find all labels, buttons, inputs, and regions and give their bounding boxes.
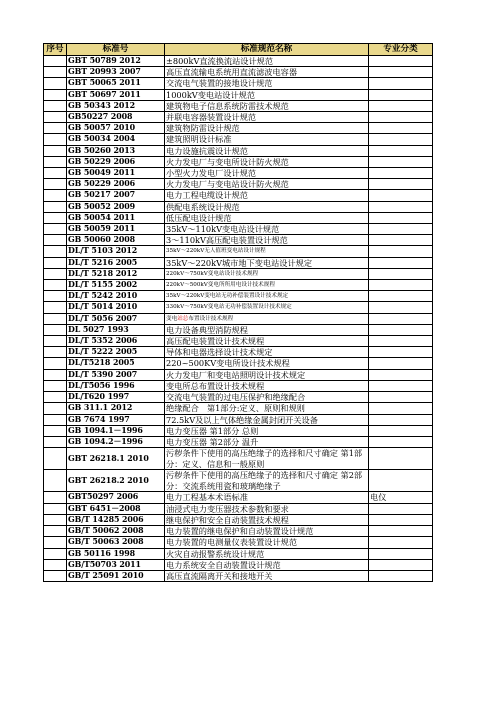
row-seq — [44, 414, 67, 425]
row-standard-name: 导体和电器选择设计技术规定 — [165, 347, 369, 358]
row-seq — [44, 526, 67, 537]
row-standard-code: GB 311.1 2012 — [67, 403, 165, 414]
row-category — [369, 190, 433, 201]
row-seq — [44, 436, 67, 447]
row-standard-name: 电力变压器 第2部分 温升 — [165, 436, 369, 447]
row-standard-code: DL/T 5222 2005 — [67, 347, 165, 358]
table-row — [44, 570, 433, 581]
row-standard-code: DL/T620 1997 — [67, 392, 165, 403]
row-seq — [44, 347, 67, 358]
table-row — [44, 336, 433, 347]
table-row — [44, 190, 433, 201]
row-standard-name: 火力发电厂与变电站设计防火规范 — [165, 179, 369, 190]
row-category — [369, 425, 433, 436]
row-seq — [44, 324, 67, 335]
row-standard-code: GBT50297 2006 — [67, 492, 165, 503]
row-standard-name: 35kV～110kV变电站设计规范 — [165, 224, 369, 235]
row-standard-name: 绝缘配合 第1部分:定义、原则和规则 — [165, 403, 369, 414]
row-standard-code: DL/T 5216 2005 — [67, 257, 165, 268]
row-standard-code: GB 50034 2004 — [67, 134, 165, 145]
row-standard-code: GB 50060 2008 — [67, 235, 165, 246]
row-standard-name: 35kV～220kV无人值班变电站设计规程 — [165, 246, 369, 257]
row-seq — [44, 369, 67, 380]
table-row — [44, 156, 433, 167]
row-standard-name: 电力装置的继电保护和自动装置设计规范 — [165, 526, 369, 537]
row-standard-code: GB 50260 2013 — [67, 145, 165, 156]
table-row — [44, 56, 433, 67]
table-row — [44, 179, 433, 190]
row-category — [369, 156, 433, 167]
row-category — [369, 89, 433, 100]
row-category — [369, 179, 433, 190]
table-row — [44, 134, 433, 145]
row-category — [369, 268, 433, 279]
table-row — [44, 123, 433, 134]
row-category — [369, 201, 433, 212]
row-standard-name: 变电所总布置设计技术规程 — [165, 380, 369, 391]
row-standard-code: GB 1094.1－1996 — [67, 425, 165, 436]
row-standard-name: 35kV～220kV变电站无功补偿装置设计技术规定 — [165, 291, 369, 302]
row-category — [369, 336, 433, 347]
row-category — [369, 291, 433, 302]
table-row — [44, 436, 433, 447]
row-standard-name: 3～110kV高压配电装置设计规范 — [165, 235, 369, 246]
table-row — [44, 268, 433, 279]
row-standard-name: 330kV～750kV变电站无功补偿装置设计技术规定 — [165, 302, 369, 313]
row-seq — [44, 380, 67, 391]
row-standard-name: 油浸式电力变压器技术参数和要求 — [165, 503, 369, 514]
row-category — [369, 526, 433, 537]
row-seq — [44, 145, 67, 156]
row-standard-code: DL 5027 1993 — [67, 324, 165, 335]
row-standard-code: DL/T 5352 2006 — [67, 336, 165, 347]
row-category — [369, 470, 433, 492]
row-category — [369, 212, 433, 223]
row-standard-code: GB 50057 2010 — [67, 123, 165, 134]
row-standard-name: 高压直流输电系统用直流滤波电容器 — [165, 67, 369, 78]
row-standard-name: 电力变压器 第1部分 总则 — [165, 425, 369, 436]
row-seq — [44, 537, 67, 548]
row-standard-code: GB/T 14285 2006 — [67, 514, 165, 525]
row-standard-code: GB/T50703 2011 — [67, 559, 165, 570]
row-standard-code: GB 50052 2009 — [67, 201, 165, 212]
row-standard-code: GB 1094.2－1996 — [67, 436, 165, 447]
row-standard-code: GB/T 50063 2008 — [67, 537, 165, 548]
row-seq — [44, 559, 67, 570]
table-row — [44, 492, 433, 503]
row-standard-name: 继电保护和安全自动装置技术规程 — [165, 514, 369, 525]
row-standard-code: GBT 50789 2012 — [67, 56, 165, 67]
row-standard-name: 建筑物防雷设计规范 — [165, 123, 369, 134]
row-standard-code: GB50227 2008 — [67, 112, 165, 123]
table-row — [44, 100, 433, 111]
row-standard-name: 电力系统安全自动装置设计规范 — [165, 559, 369, 570]
row-standard-code: GBT 50065 2011 — [67, 78, 165, 89]
row-standard-code: GB 50054 2011 — [67, 212, 165, 223]
row-standard-code: GBT 26218.1 2010 — [67, 448, 165, 470]
table-row — [44, 380, 433, 391]
row-standard-name: 交流电气装置的接地设计规范 — [165, 78, 369, 89]
row-seq — [44, 123, 67, 134]
row-standard-name: 电力工程电缆设计规范 — [165, 190, 369, 201]
row-category — [369, 414, 433, 425]
row-standard-code: GB 50217 2007 — [67, 190, 165, 201]
table-row — [44, 324, 433, 335]
row-standard-code: GB 50059 2011 — [67, 224, 165, 235]
row-standard-code: GBT 6451－2008 — [67, 503, 165, 514]
table-row — [44, 414, 433, 425]
header-seq: 序号 — [44, 44, 67, 56]
table-row — [44, 212, 433, 223]
row-category — [369, 168, 433, 179]
row-standard-name: 高压配电装置设计技术规程 — [165, 336, 369, 347]
row-seq — [44, 403, 67, 414]
row-standard-name: 建筑物电子信息系统防雷技术规范 — [165, 100, 369, 111]
table-row — [44, 425, 433, 436]
row-seq — [44, 358, 67, 369]
row-standard-code: DL/T 5014 2010 — [67, 302, 165, 313]
row-seq — [44, 268, 67, 279]
row-standard-code: GB 50116 1998 — [67, 548, 165, 559]
row-seq — [44, 302, 67, 313]
row-category — [369, 123, 433, 134]
row-category — [369, 403, 433, 414]
row-standard-code: DL/T5056 1996 — [67, 380, 165, 391]
table-header-row — [44, 44, 433, 56]
row-seq — [44, 470, 67, 492]
row-category — [369, 302, 433, 313]
row-category — [369, 570, 433, 581]
table-row — [44, 89, 433, 100]
row-seq — [44, 78, 67, 89]
row-standard-name: 变电站总布置设计技术规程 — [165, 313, 369, 324]
table-row — [44, 514, 433, 525]
row-standard-code: GB 50049 2011 — [67, 168, 165, 179]
table-row — [44, 347, 433, 358]
table-row — [44, 559, 433, 570]
row-standard-name: 供配电系统设计规范 — [165, 201, 369, 212]
row-standard-name: 交流电气装置的过电压保护和绝缘配合 — [165, 392, 369, 403]
header-category: 专业分类 — [369, 44, 433, 56]
row-standard-code: GBT 26218.2 2010 — [67, 470, 165, 492]
table-row — [44, 358, 433, 369]
row-standard-name: 建筑照明设计标准 — [165, 134, 369, 145]
row-standard-name: 1000kV变电站设计规范 — [165, 89, 369, 100]
row-standard-name: 电力工程基本术语标准 — [165, 492, 369, 503]
row-standard-name: 220kV～750kV变电站设计技术规程 — [165, 268, 369, 279]
row-seq — [44, 179, 67, 190]
row-category — [369, 134, 433, 145]
row-standard-code: DL/T 5218 2012 — [67, 268, 165, 279]
row-seq — [44, 280, 67, 291]
row-standard-name: 35kV～220kV城市地下变电站设计规定 — [165, 257, 369, 268]
row-seq — [44, 201, 67, 212]
row-standard-name: ±800kV直流换流站设计规范 — [165, 56, 369, 67]
row-category — [369, 369, 433, 380]
row-seq — [44, 514, 67, 525]
row-seq — [44, 313, 67, 324]
row-standard-code: GBT 50697 2011 — [67, 89, 165, 100]
row-seq — [44, 56, 67, 67]
row-standard-code: DL/T5218 2005 — [67, 358, 165, 369]
row-seq — [44, 492, 67, 503]
table-row — [44, 246, 433, 257]
row-category — [369, 235, 433, 246]
row-category — [369, 145, 433, 156]
table-row — [44, 548, 433, 559]
row-standard-code: DL/T 5155 2002 — [67, 280, 165, 291]
header-name: 标准规范名称 — [165, 44, 369, 56]
row-category — [369, 514, 433, 525]
table-row — [44, 112, 433, 123]
row-seq — [44, 224, 67, 235]
row-standard-code: GB/T 50062 2008 — [67, 526, 165, 537]
row-standard-code: GB 50229 2006 — [67, 156, 165, 167]
row-standard-code: GBT 20993 2007 — [67, 67, 165, 78]
row-standard-code: DL/T 5103 2012 — [67, 246, 165, 257]
row-standard-code: GB/T 25091 2010 — [67, 570, 165, 581]
row-seq — [44, 190, 67, 201]
table-row — [44, 403, 433, 414]
row-seq — [44, 168, 67, 179]
row-seq — [44, 246, 67, 257]
row-category — [369, 436, 433, 447]
table-row — [44, 224, 433, 235]
row-standard-name: 220kV～500kV变电所所用电设计技术规程 — [165, 280, 369, 291]
highlighted-text: 站总 — [177, 315, 189, 322]
row-category — [369, 537, 433, 548]
row-category — [369, 503, 433, 514]
row-seq — [44, 67, 67, 78]
row-standard-code: DL/T 5056 2007 — [67, 313, 165, 324]
row-category: 电仪 — [369, 492, 433, 503]
row-standard-name: 并联电容器装置设计规范 — [165, 112, 369, 123]
row-category — [369, 100, 433, 111]
header-code: 标准号 — [67, 44, 165, 56]
row-category — [369, 358, 433, 369]
row-seq — [44, 112, 67, 123]
row-standard-name: 高压直流隔离开关和接地开关 — [165, 570, 369, 581]
row-seq — [44, 336, 67, 347]
table-row — [44, 448, 433, 470]
table-row — [44, 280, 433, 291]
row-seq — [44, 156, 67, 167]
row-category — [369, 313, 433, 324]
row-standard-name: 污秽条件下使用的高压绝缘子的选择和尺寸确定 第1部分：定义、信息和一般原则 — [165, 448, 369, 470]
row-seq — [44, 291, 67, 302]
row-seq — [44, 503, 67, 514]
row-standard-name: 火灾自动报警系统设计规范 — [165, 548, 369, 559]
row-category — [369, 347, 433, 358]
row-category — [369, 380, 433, 391]
row-seq — [44, 425, 67, 436]
table-row — [44, 257, 433, 268]
table-row — [44, 313, 433, 324]
table-row — [44, 302, 433, 313]
row-category — [369, 392, 433, 403]
table-row — [44, 392, 433, 403]
row-standard-name: 72.5kV及以上气体绝缘金属封闭开关设备 — [165, 414, 369, 425]
row-standard-name: 火力发电厂与变电所设计防火规范 — [165, 156, 369, 167]
row-category — [369, 224, 433, 235]
row-category — [369, 257, 433, 268]
row-standard-name: 电力设备典型消防规程 — [165, 324, 369, 335]
table-row — [44, 503, 433, 514]
row-standard-name: 小型火力发电厂设计规范 — [165, 168, 369, 179]
table-row — [44, 78, 433, 89]
row-seq — [44, 235, 67, 246]
table-row — [44, 67, 433, 78]
row-standard-name: 电力设施抗震设计规范 — [165, 145, 369, 156]
row-seq — [44, 100, 67, 111]
row-seq — [44, 570, 67, 581]
table-row — [44, 291, 433, 302]
row-category — [369, 112, 433, 123]
row-standard-code: DL/T 5390 2007 — [67, 369, 165, 380]
row-seq — [44, 89, 67, 100]
row-category — [369, 78, 433, 89]
row-seq — [44, 392, 67, 403]
table-row — [44, 201, 433, 212]
standards-table — [43, 43, 433, 582]
row-standard-code: GB 7674 1997 — [67, 414, 165, 425]
table-row — [44, 145, 433, 156]
row-category — [369, 67, 433, 78]
row-category — [369, 280, 433, 291]
table-row — [44, 470, 433, 492]
row-seq — [44, 134, 67, 145]
row-standard-code: GB 50229 2006 — [67, 179, 165, 190]
table-row — [44, 369, 433, 380]
row-category — [369, 246, 433, 257]
row-standard-name: 污秽条件下使用的高压绝缘子的选择和尺寸确定 第2部分：交流系统用瓷和玻璃绝缘子 — [165, 470, 369, 492]
row-category — [369, 548, 433, 559]
row-standard-code: GB 50343 2012 — [67, 100, 165, 111]
row-seq — [44, 548, 67, 559]
table-row — [44, 537, 433, 548]
table-row — [44, 526, 433, 537]
row-category — [369, 559, 433, 570]
row-standard-name: 电力装置的电测量仪表装置设计规范 — [165, 537, 369, 548]
row-standard-name: 220~500KV变电所设计技术规程 — [165, 358, 369, 369]
row-seq — [44, 257, 67, 268]
row-standard-code: DL/T 5242 2010 — [67, 291, 165, 302]
row-standard-name: 火力发电厂和变电站照明设计技术规定 — [165, 369, 369, 380]
table-row — [44, 235, 433, 246]
table-row — [44, 168, 433, 179]
row-seq — [44, 212, 67, 223]
row-standard-name: 低压配电设计规范 — [165, 212, 369, 223]
row-seq — [44, 448, 67, 470]
row-category — [369, 324, 433, 335]
row-category — [369, 56, 433, 67]
row-category — [369, 448, 433, 470]
